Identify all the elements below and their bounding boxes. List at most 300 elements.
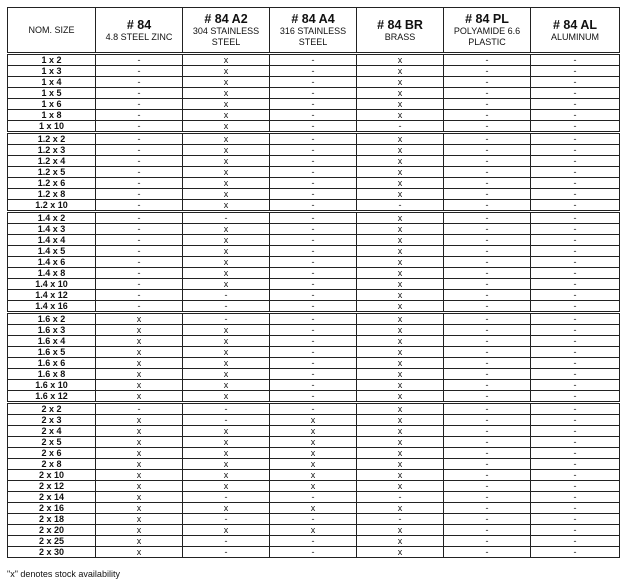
size-cell: 2 x 16	[8, 503, 96, 514]
availability-cell: -	[531, 121, 620, 133]
table-row	[8, 547, 620, 558]
availability-cell: -	[270, 121, 357, 133]
availability-cell: -	[96, 301, 183, 313]
size-cell: 1.6 x 8	[8, 369, 96, 380]
availability-cell: -	[357, 121, 444, 133]
availability-cell: x	[183, 426, 270, 437]
availability-cell: -	[96, 66, 183, 77]
availability-cell: x	[96, 369, 183, 380]
availability-cell: -	[531, 189, 620, 200]
column-material: ALUMINUM	[550, 31, 599, 42]
availability-cell: x	[357, 257, 444, 268]
availability-cell: -	[444, 99, 531, 110]
availability-cell: -	[531, 403, 620, 415]
stock-availability-table	[7, 7, 620, 558]
table-row	[8, 313, 620, 325]
table-row	[8, 459, 620, 470]
availability-cell: -	[444, 167, 531, 178]
availability-cell: -	[270, 492, 357, 503]
availability-cell: -	[531, 290, 620, 301]
availability-cell: -	[531, 178, 620, 189]
table-row	[8, 110, 620, 121]
availability-cell: -	[444, 514, 531, 525]
availability-cell: -	[531, 437, 620, 448]
column-code: # 84 PL	[465, 12, 509, 26]
availability-cell: x	[183, 268, 270, 279]
availability-cell: -	[183, 212, 270, 224]
availability-cell: -	[96, 156, 183, 167]
availability-cell: x	[183, 246, 270, 257]
availability-cell: x	[357, 224, 444, 235]
table-row	[8, 470, 620, 481]
availability-cell: -	[531, 448, 620, 459]
availability-cell: x	[270, 481, 357, 492]
availability-cell: -	[531, 167, 620, 178]
table-row	[8, 426, 620, 437]
availability-cell: -	[531, 470, 620, 481]
availability-cell: x	[183, 325, 270, 336]
availability-cell: x	[357, 369, 444, 380]
availability-cell: x	[183, 369, 270, 380]
availability-cell: -	[531, 212, 620, 224]
availability-cell: x	[183, 448, 270, 459]
availability-cell: x	[96, 391, 183, 403]
availability-cell: -	[444, 391, 531, 403]
table-row	[8, 246, 620, 257]
availability-cell: x	[270, 470, 357, 481]
availability-cell: x	[357, 347, 444, 358]
size-cell: 2 x 14	[8, 492, 96, 503]
availability-cell: -	[444, 325, 531, 336]
availability-cell: -	[444, 347, 531, 358]
availability-cell: x	[357, 246, 444, 257]
availability-cell: x	[183, 110, 270, 121]
availability-cell: x	[96, 313, 183, 325]
availability-cell: -	[531, 525, 620, 536]
size-cell: 1.4 x 6	[8, 257, 96, 268]
column-material: BRASS	[384, 31, 416, 42]
availability-cell: x	[96, 448, 183, 459]
availability-cell: -	[444, 380, 531, 391]
availability-cell: -	[444, 212, 531, 224]
size-cell: 2 x 30	[8, 547, 96, 558]
table-row	[8, 88, 620, 99]
availability-cell: -	[270, 133, 357, 145]
size-cell: 2 x 12	[8, 481, 96, 492]
availability-cell: x	[270, 525, 357, 536]
size-cell: 1.6 x 5	[8, 347, 96, 358]
availability-cell: -	[444, 403, 531, 415]
availability-cell: -	[444, 268, 531, 279]
availability-cell: -	[270, 200, 357, 212]
column-material: 316 STAINLESS STEEL	[279, 26, 347, 47]
availability-cell: -	[531, 156, 620, 167]
availability-cell: x	[96, 426, 183, 437]
table-row	[8, 380, 620, 391]
availability-cell: -	[531, 99, 620, 110]
availability-cell: -	[531, 200, 620, 212]
availability-cell: x	[357, 437, 444, 448]
size-cell: 1.2 x 3	[8, 145, 96, 156]
availability-cell: x	[96, 525, 183, 536]
availability-cell: -	[183, 536, 270, 547]
availability-cell: x	[96, 459, 183, 470]
availability-cell: -	[531, 88, 620, 99]
availability-cell: x	[270, 503, 357, 514]
availability-cell: -	[444, 66, 531, 77]
availability-cell: -	[96, 212, 183, 224]
availability-cell: x	[96, 380, 183, 391]
availability-cell: -	[270, 54, 357, 66]
availability-cell: -	[183, 290, 270, 301]
availability-cell: -	[531, 426, 620, 437]
availability-cell: x	[357, 325, 444, 336]
availability-cell: -	[444, 290, 531, 301]
availability-cell: -	[531, 133, 620, 145]
availability-cell: x	[357, 313, 444, 325]
availability-cell: x	[357, 189, 444, 200]
availability-cell: -	[444, 492, 531, 503]
availability-cell: -	[183, 403, 270, 415]
availability-cell: x	[357, 415, 444, 426]
availability-cell: -	[444, 121, 531, 133]
column-header-84	[96, 8, 183, 54]
availability-cell: x	[183, 88, 270, 99]
availability-cell: -	[444, 189, 531, 200]
availability-cell: x	[357, 536, 444, 547]
column-code: # 84 BR	[377, 17, 423, 32]
availability-cell: -	[531, 54, 620, 66]
size-cell: 1.6 x 12	[8, 391, 96, 403]
availability-cell: x	[183, 66, 270, 77]
availability-cell: -	[444, 145, 531, 156]
availability-cell: -	[444, 246, 531, 257]
size-cell: 2 x 3	[8, 415, 96, 426]
availability-cell: -	[531, 235, 620, 246]
availability-cell: -	[531, 514, 620, 525]
availability-cell: x	[357, 503, 444, 514]
size-cell: 2 x 10	[8, 470, 96, 481]
table-row	[8, 403, 620, 415]
column-header-84-pl	[444, 8, 531, 54]
availability-cell: x	[357, 54, 444, 66]
table-row	[8, 481, 620, 492]
availability-cell: x	[96, 336, 183, 347]
table-row	[8, 536, 620, 547]
size-cell: 2 x 6	[8, 448, 96, 459]
availability-cell: -	[96, 133, 183, 145]
availability-cell: -	[270, 66, 357, 77]
availability-cell: x	[357, 99, 444, 110]
availability-cell: -	[531, 492, 620, 503]
availability-cell: -	[96, 88, 183, 99]
availability-cell: -	[531, 503, 620, 514]
availability-cell: -	[531, 336, 620, 347]
availability-cell: -	[270, 88, 357, 99]
availability-cell: x	[270, 459, 357, 470]
size-cell: 2 x 18	[8, 514, 96, 525]
availability-cell: -	[444, 547, 531, 558]
size-cell: 2 x 4	[8, 426, 96, 437]
table-row	[8, 514, 620, 525]
availability-cell: -	[183, 415, 270, 426]
table-row	[8, 336, 620, 347]
size-cell: 1.4 x 16	[8, 301, 96, 313]
availability-cell: -	[444, 536, 531, 547]
availability-cell: x	[357, 380, 444, 391]
availability-cell: x	[357, 426, 444, 437]
availability-cell: x	[357, 279, 444, 290]
availability-cell: -	[444, 257, 531, 268]
availability-cell: x	[183, 224, 270, 235]
availability-cell: -	[531, 313, 620, 325]
size-cell: 1.6 x 3	[8, 325, 96, 336]
size-cell: 1.4 x 8	[8, 268, 96, 279]
availability-cell: x	[183, 167, 270, 178]
table-row	[8, 257, 620, 268]
table-row	[8, 121, 620, 133]
availability-cell: -	[531, 459, 620, 470]
availability-cell: -	[270, 547, 357, 558]
availability-cell: -	[357, 200, 444, 212]
availability-cell: -	[96, 224, 183, 235]
availability-cell: -	[444, 437, 531, 448]
size-cell: 1.2 x 6	[8, 178, 96, 189]
size-cell: 1 x 10	[8, 121, 96, 133]
column-header-84-a4	[270, 8, 357, 54]
availability-cell: -	[270, 279, 357, 290]
table-row	[8, 133, 620, 145]
availability-cell: -	[270, 301, 357, 313]
table-row	[8, 325, 620, 336]
table-row	[8, 189, 620, 200]
availability-cell: -	[270, 189, 357, 200]
availability-cell: -	[444, 88, 531, 99]
availability-cell: -	[96, 99, 183, 110]
availability-cell: x	[357, 110, 444, 121]
availability-cell: x	[96, 347, 183, 358]
table-row	[8, 167, 620, 178]
availability-cell: x	[183, 279, 270, 290]
availability-cell: -	[444, 178, 531, 189]
size-cell: 1 x 6	[8, 99, 96, 110]
availability-cell: -	[96, 145, 183, 156]
availability-cell: -	[444, 54, 531, 66]
availability-cell: x	[183, 77, 270, 88]
header-row	[8, 8, 620, 54]
availability-cell: x	[357, 470, 444, 481]
table-row	[8, 437, 620, 448]
availability-cell: -	[444, 525, 531, 536]
availability-cell: x	[183, 437, 270, 448]
availability-cell: -	[444, 200, 531, 212]
size-cell: 2 x 20	[8, 525, 96, 536]
availability-cell: -	[444, 415, 531, 426]
availability-cell: x	[183, 121, 270, 133]
availability-cell: -	[96, 110, 183, 121]
size-cell: 1.4 x 5	[8, 246, 96, 257]
availability-cell: x	[183, 380, 270, 391]
availability-cell: -	[531, 547, 620, 558]
availability-cell: -	[270, 224, 357, 235]
size-cell: 1.4 x 4	[8, 235, 96, 246]
footnote: "x" denotes stock availability	[7, 569, 120, 579]
availability-cell: -	[531, 257, 620, 268]
size-cell: 2 x 5	[8, 437, 96, 448]
table-row	[8, 492, 620, 503]
availability-cell: x	[357, 268, 444, 279]
availability-cell: -	[183, 514, 270, 525]
table-row	[8, 503, 620, 514]
availability-cell: -	[531, 279, 620, 290]
table-row	[8, 200, 620, 212]
availability-cell: -	[270, 336, 357, 347]
table-row	[8, 212, 620, 224]
availability-cell: x	[357, 525, 444, 536]
size-cell: 2 x 25	[8, 536, 96, 547]
availability-cell: -	[357, 514, 444, 525]
table-row	[8, 77, 620, 88]
availability-cell: x	[183, 481, 270, 492]
availability-cell: x	[357, 88, 444, 99]
availability-cell: x	[183, 391, 270, 403]
size-cell: 1.6 x 2	[8, 313, 96, 325]
column-code: # 84	[126, 17, 152, 32]
table-row	[8, 358, 620, 369]
table-row	[8, 448, 620, 459]
size-cell: 1.6 x 10	[8, 380, 96, 391]
availability-cell: x	[183, 156, 270, 167]
availability-cell: -	[531, 77, 620, 88]
availability-cell: -	[96, 54, 183, 66]
availability-cell: x	[183, 145, 270, 156]
availability-cell: -	[531, 415, 620, 426]
availability-cell: x	[270, 437, 357, 448]
table-row	[8, 347, 620, 358]
size-cell: 1 x 5	[8, 88, 96, 99]
availability-cell: -	[270, 212, 357, 224]
availability-cell: x	[96, 536, 183, 547]
availability-cell: x	[357, 481, 444, 492]
availability-cell: -	[531, 358, 620, 369]
size-cell: 1.2 x 8	[8, 189, 96, 200]
availability-cell: -	[96, 77, 183, 88]
size-cell: 1 x 8	[8, 110, 96, 121]
table-row	[8, 224, 620, 235]
column-header-84-al	[531, 8, 620, 54]
availability-cell: -	[270, 325, 357, 336]
availability-cell: -	[444, 77, 531, 88]
size-cell: 1 x 2	[8, 54, 96, 66]
availability-cell: -	[270, 268, 357, 279]
availability-cell: x	[357, 301, 444, 313]
availability-cell: x	[183, 54, 270, 66]
availability-cell: -	[183, 301, 270, 313]
availability-cell: x	[183, 189, 270, 200]
availability-cell: -	[270, 403, 357, 415]
availability-cell: -	[444, 358, 531, 369]
availability-cell: -	[96, 279, 183, 290]
size-cell: 1.4 x 12	[8, 290, 96, 301]
availability-cell: x	[357, 212, 444, 224]
size-cell: 1.6 x 4	[8, 336, 96, 347]
table-row	[8, 156, 620, 167]
availability-cell: -	[96, 403, 183, 415]
availability-cell: -	[444, 110, 531, 121]
availability-cell: x	[183, 257, 270, 268]
availability-cell: -	[270, 514, 357, 525]
availability-cell: -	[531, 66, 620, 77]
availability-cell: -	[444, 224, 531, 235]
availability-cell: x	[183, 235, 270, 246]
availability-cell: x	[96, 514, 183, 525]
availability-cell: -	[531, 110, 620, 121]
availability-cell: -	[183, 492, 270, 503]
availability-cell: -	[270, 347, 357, 358]
availability-cell: x	[357, 145, 444, 156]
availability-cell: x	[183, 470, 270, 481]
availability-cell: x	[357, 77, 444, 88]
availability-cell: -	[444, 156, 531, 167]
availability-cell: -	[270, 156, 357, 167]
column-header-84-a2	[183, 8, 270, 54]
availability-cell: -	[444, 279, 531, 290]
availability-cell: -	[96, 235, 183, 246]
table-row	[8, 99, 620, 110]
table-row	[8, 54, 620, 66]
availability-cell: -	[96, 178, 183, 189]
availability-cell: -	[531, 224, 620, 235]
availability-cell: x	[96, 358, 183, 369]
availability-cell: -	[96, 246, 183, 257]
availability-cell: -	[270, 178, 357, 189]
availability-cell: -	[531, 325, 620, 336]
availability-cell: x	[357, 235, 444, 246]
availability-cell: -	[270, 380, 357, 391]
table-row	[8, 279, 620, 290]
availability-cell: -	[96, 121, 183, 133]
availability-cell: -	[444, 301, 531, 313]
availability-cell: -	[270, 99, 357, 110]
availability-cell: -	[270, 358, 357, 369]
availability-cell: -	[444, 448, 531, 459]
availability-cell: -	[270, 313, 357, 325]
size-cell: 1.2 x 4	[8, 156, 96, 167]
table-header	[8, 8, 620, 54]
availability-cell: x	[183, 99, 270, 110]
availability-cell: -	[270, 235, 357, 246]
availability-cell: x	[357, 391, 444, 403]
availability-cell: x	[183, 336, 270, 347]
availability-cell: -	[444, 426, 531, 437]
availability-cell: x	[357, 66, 444, 77]
availability-cell: -	[270, 290, 357, 301]
availability-cell: -	[96, 167, 183, 178]
size-cell: 2 x 2	[8, 403, 96, 415]
availability-cell: -	[444, 459, 531, 470]
availability-cell: -	[531, 369, 620, 380]
availability-cell: x	[270, 415, 357, 426]
availability-cell: x	[357, 290, 444, 301]
availability-cell: x	[96, 492, 183, 503]
availability-cell: -	[183, 547, 270, 558]
availability-cell: -	[183, 313, 270, 325]
column-code: # 84 AL	[552, 17, 597, 32]
availability-cell: -	[270, 110, 357, 121]
size-cell: 1.6 x 6	[8, 358, 96, 369]
availability-cell: x	[357, 448, 444, 459]
availability-cell: x	[183, 358, 270, 369]
